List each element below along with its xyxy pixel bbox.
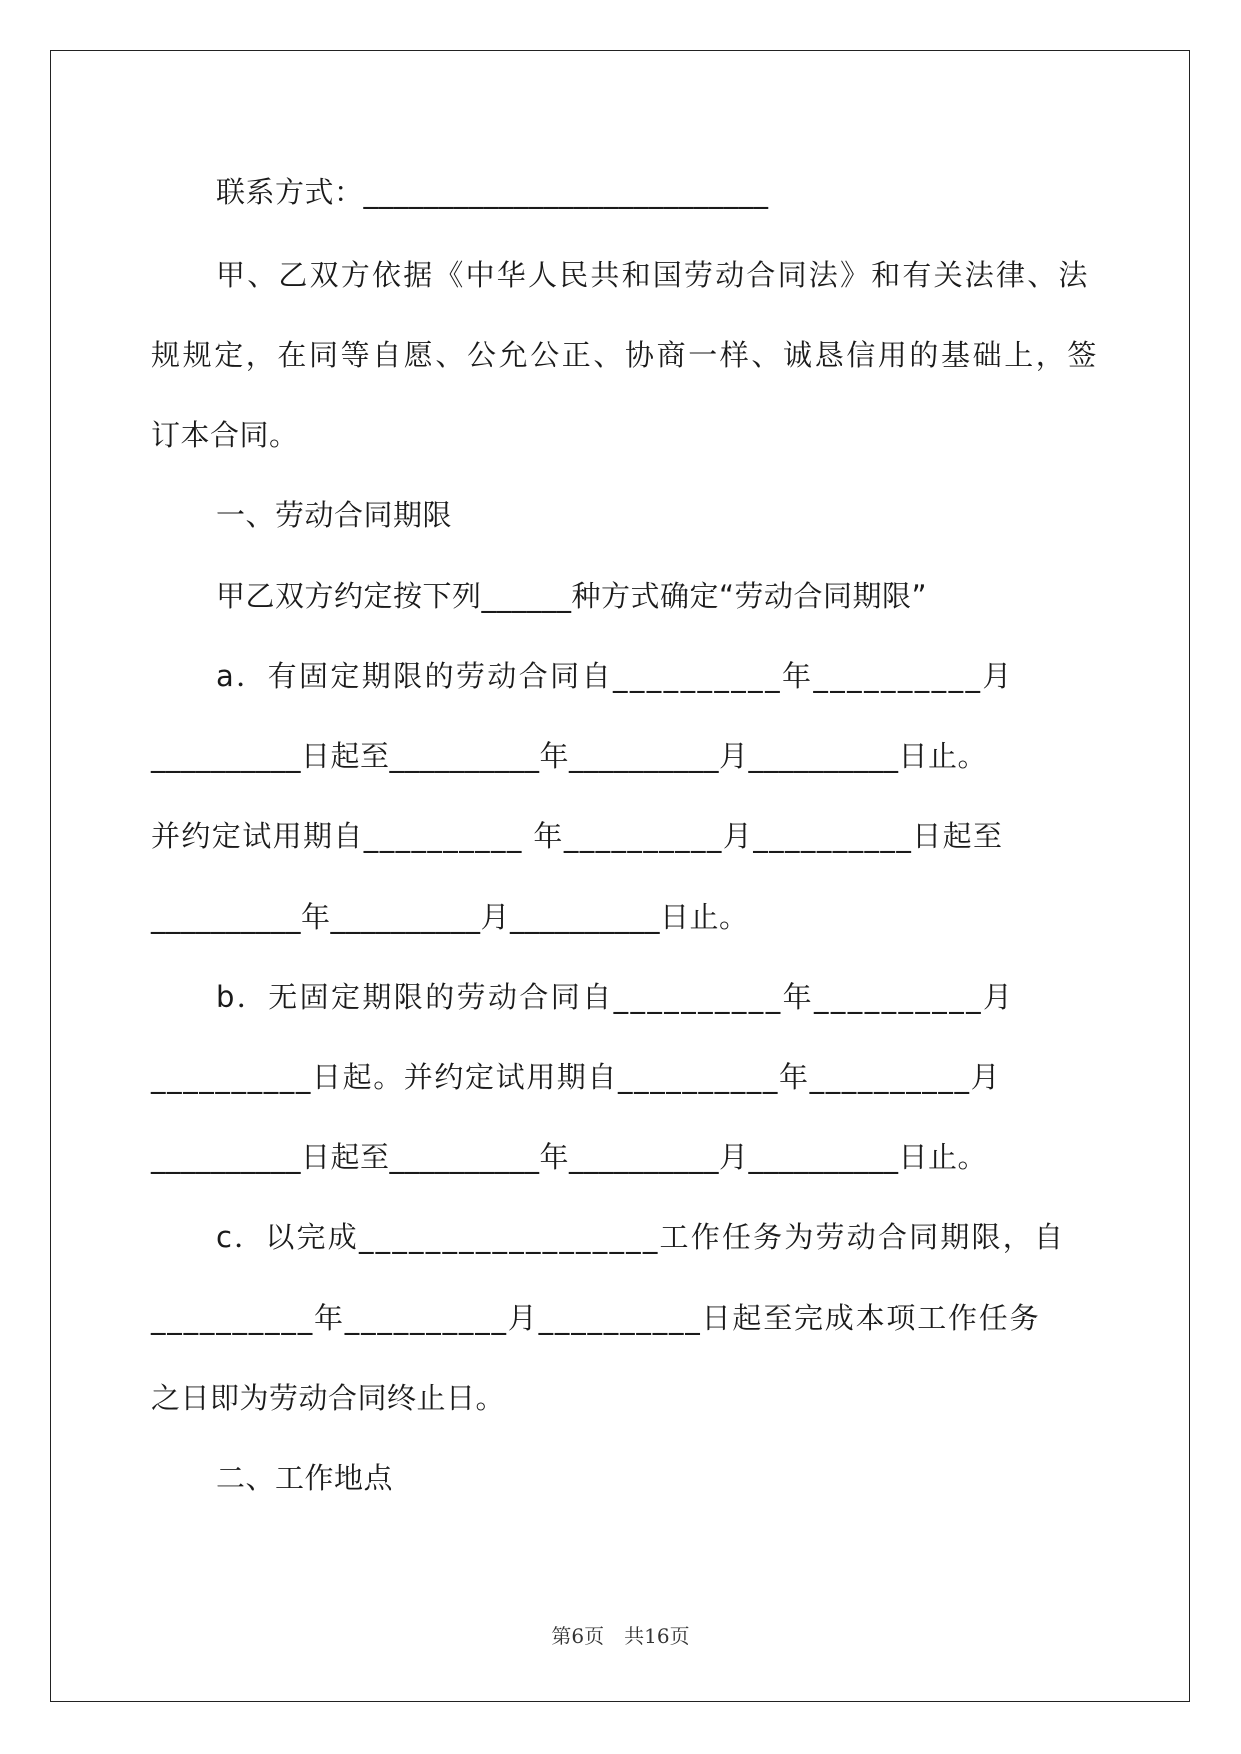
paragraph-line: __________日起。并约定试用期自__________年__________月 — [151, 1060, 1002, 1094]
paragraph-line: 甲、乙双方依据《中华人民共和国劳动合同法》和有关法律、法 — [216, 258, 1090, 292]
section-heading: 二、工作地点 — [216, 1461, 394, 1495]
paragraph-line: 甲乙双方约定按下列______种方式确定“劳动合同期限” — [216, 579, 928, 613]
paragraph-line: __________日起至__________年__________月__________日止。 — [151, 739, 988, 773]
contact-line: 联系方式：___________________________ — [216, 175, 769, 209]
paragraph-line: __________日起至__________年__________月__________日止。 — [151, 1140, 988, 1174]
page-border — [50, 50, 1190, 1702]
paragraph-line: b．无固定期限的劳动合同自__________年__________月 — [216, 980, 1015, 1014]
paragraph-line: __________年__________月__________日起至完成本项工作任务 — [151, 1301, 1041, 1335]
paragraph-line: a．有固定期限的劳动合同自__________年__________月 — [216, 659, 1014, 693]
paragraph-line: 并约定试用期自__________ 年__________月__________日起至 — [151, 819, 1004, 853]
page-number-footer: 第6页 共16页 — [551, 1624, 690, 1648]
paragraph-line: c．以完成__________________工作任务为劳动合同期限，自 — [216, 1220, 1066, 1254]
paragraph-line: __________年__________月__________日止。 — [151, 900, 749, 934]
section-heading: 一、劳动合同期限 — [216, 498, 453, 532]
paragraph-line: 规规定，在同等自愿、公允公正、协商一样、诚恳信用的基础上，签 — [151, 338, 1100, 372]
paragraph-line: 订本合同。 — [151, 418, 299, 452]
paragraph-line: 之日即为劳动合同终止日。 — [151, 1381, 506, 1415]
